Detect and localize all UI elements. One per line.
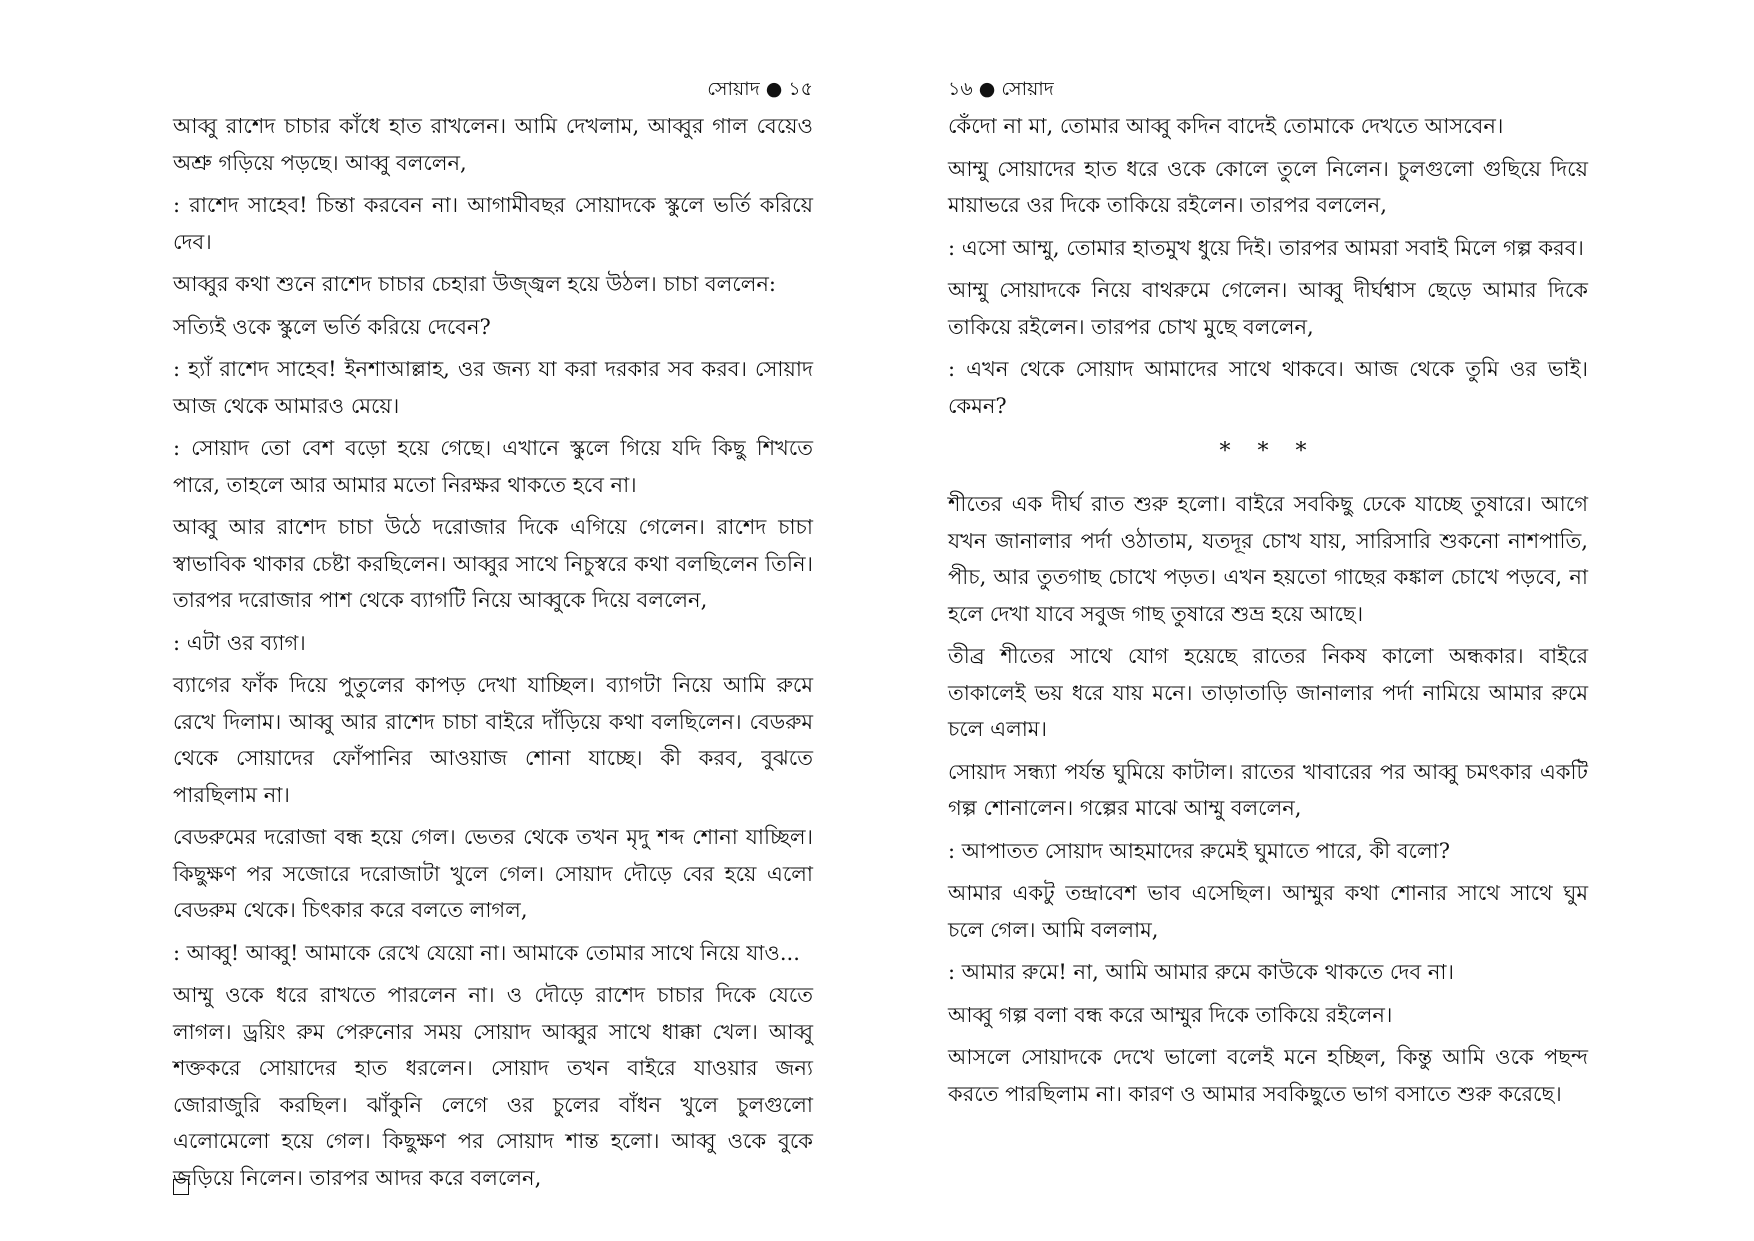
paragraph: আম্মু ওকে ধরে রাখতে পারলেন না। ও দৌড়ে রাশেদ চাচার দিকে যেতে লাগল। ড্রয়িং রুম পেরুনোর সময় সোয়াদ আব্বুর সাথে ধাক্কা খেল। আব্বু শক্তকরে সোয়াদের হাত ধরলেন। সোয়াদ তখন বাইরে যাওয়ার জন্য জোরাজুরি করছিল। ঝাঁকুনি লেগে ওর চুলের বাঁধন খুলে চুলগুলো এলোমেলো হয়ে গেল। কিছুক্ষণ পর সোয়াদ শান্ত হলো। আব্বু ওকে বুকে জড়িয়ে নিলেন। তারপর আদর করে বললেন, — [173, 983, 813, 1190]
section-separator: * * * — [1219, 439, 1317, 464]
paragraph: আব্বুর কথা শুনে রাশেদ চাচার চেহারা উজ্জ্বল হয়ে উঠল। চাচা বললেন: — [173, 272, 777, 296]
paragraph: : রাশেদ সাহেব! চিন্তা করবেন না। আগামীবছর সোয়াদকে স্কুলে ভর্তি করিয়ে দেব। — [173, 193, 813, 254]
paragraph: আব্বু গল্প বলা বন্ধ করে আম্মুর দিকে তাকিয়ে রইলেন। — [948, 1002, 1393, 1027]
paragraph: তীব্র শীতের সাথে যোগ হয়েছে রাতের নিকষ কালো অন্ধকার। বাইরে তাকালেই ভয় ধরে যায় মনে। তাড়াতাড়ি জানালার পর্দা নামিয়ে আমার রুমে চলে এলাম। — [948, 644, 1588, 741]
left-page-header: সোয়াদ ● ১৫ — [707, 78, 813, 100]
paragraph: : আমার রুমে! না, আমি আমার রুমে কাউকে থাকতে দেব না। — [948, 960, 1454, 984]
end-mark-square-icon — [173, 1179, 189, 1195]
paragraph: : হ্যাঁ রাশেদ সাহেব! ইনশাআল্লাহ, ওর জন্য যা করা দরকার সব করব। সোয়াদ আজ থেকে আমারও মেয়ে। — [173, 357, 813, 418]
paragraph: আম্মু সোয়াদকে নিয়ে বাথরুমে গেলেন। আব্বু দীর্ঘশ্বাস ছেড়ে আমার দিকে তাকিয়ে রইলেন। তারপর চোখ মুছে বললেন, — [948, 278, 1588, 339]
paragraph: আমার একটু তন্দ্রাবেশ ভাব এসেছিল। আম্মুর কথা শোনার সাথে সাথে ঘুম চলে গেল। আমি বললাম, — [948, 881, 1588, 942]
right-page — [948, 72, 1588, 1118]
left-page — [173, 72, 813, 1202]
paragraph: আব্বু আর রাশেদ চাচা উঠে দরোজার দিকে এগিয়ে গেলেন। রাশেদ চাচা স্বাভাবিক থাকার চেষ্টা করছিলেন। আব্বুর সাথে নিচুস্বরে কথা বলছিলেন তিনি। তারপর দরোজার পাশ থেকে ব্যাগটি নিয়ে আব্বুকে দিয়ে বললেন, — [173, 515, 813, 612]
paragraph: : এখন থেকে সোয়াদ আমাদের সাথে থাকবে। আজ থেকে তুমি ওর ভাই। কেমন? — [948, 357, 1588, 418]
paragraph: : এটা ওর ব্যাগ। — [173, 630, 306, 655]
paragraph: : সোয়াদ তো বেশ বড়ো হয়ে গেছে। এখানে স্কুলে গিয়ে যদি কিছু শিখতে পারে, তাহলে আর আমার মতো নিরক্ষর থাকতে হবে না। — [173, 436, 813, 497]
paragraph: শীতের এক দীর্ঘ রাত শুরু হলো। বাইরে সবকিছু ঢেকে যাচ্ছে তুষারে। আগে যখন জানালার পর্দা ওঠাতাম, যতদূর চোখ যায়, সারিসারি শুকনো নাশপাতি, পীচ, আর তুতগাছ চোখে পড়ত। এখন হয়তো গাছের কঙ্কাল চোখে পড়বে, না হলে দেখা যাবে সবুজ গাছ তুষারে শুভ্র হয়ে আছে। — [948, 492, 1588, 626]
paragraph: : আপাতত সোয়াদ আহমাদের রুমেই ঘুমাতে পারে, কী বলো? — [948, 838, 1450, 863]
paragraph: আম্মু সোয়াদের হাত ধরে ওকে কোলে তুলে নিলেন। চুলগুলো গুছিয়ে দিয়ে মায়াভরে ওর দিকে তাকিয়ে রইলেন। তারপর বললেন, — [948, 156, 1588, 217]
paragraph: আব্বু রাশেদ চাচার কাঁধে হাত রাখলেন। আমি দেখলাম, আব্বুর গাল বেয়েও অশ্রু গড়িয়ে পড়ছে। আব্বু বললেন, — [173, 114, 813, 175]
paragraph: বেডরুমের দরোজা বন্ধ হয়ে গেল। ভেতর থেকে তখন মৃদু শব্দ শোনা যাচ্ছিল। কিছুক্ষণ পর সজোরে দরোজাটা খুলে গেল। সোয়াদ দৌড়ে বের হয়ে এলো বেডরুম থেকে। চিৎকার করে বলতে লাগল, — [173, 825, 813, 922]
paragraph: কেঁদো না মা, তোমার আব্বু কদিন বাদেই তোমাকে দেখতে আসবেন। — [948, 114, 1504, 138]
paragraph: : আব্বু! আব্বু! আমাকে রেখে যেয়ো না। আমাকে তোমার সাথে নিয়ে যাও... — [173, 940, 800, 965]
paragraph: সোয়াদ সন্ধ্যা পর্যন্ত ঘুমিয়ে কাটাল। রাতের খাবারের পর আব্বু চমৎকার একটি গল্প শোনালেন। গল্পের মাঝে আম্মু বললেন, — [948, 759, 1588, 820]
paragraph: আসলে সোয়াদকে দেখে ভালো বলেই মনে হচ্ছিল, কিন্তু আমি ওকে পছন্দ করতে পারছিলাম না। কারণ ও আমার সবকিছুতে ভাগ বসাতে শুরু করেছে। — [948, 1045, 1588, 1106]
paragraph: সত্যিই ওকে স্কুলে ভর্তি করিয়ে দেবেন? — [173, 314, 491, 339]
paragraph: ব্যাগের ফাঁক দিয়ে পুতুলের কাপড় দেখা যাচ্ছিল। ব্যাগটা নিয়ে আমি রুমে রেখে দিলাম। আব্বু আর রাশেদ চাচা বাইরে দাঁড়িয়ে কথা বলছিলেন। বেডরুম থেকে সোয়াদের ফোঁপানির আওয়াজ শোনা যাচ্ছে। কী করব, বুঝতে পারছিলাম না। — [173, 673, 813, 807]
paragraph: : এসো আম্মু, তোমার হাতমুখ ধুয়ে দিই। তারপর আমরা সবাই মিলে গল্প করব। — [948, 235, 1584, 260]
right-page-header: ১৬ ● সোয়াদ — [948, 78, 1054, 100]
